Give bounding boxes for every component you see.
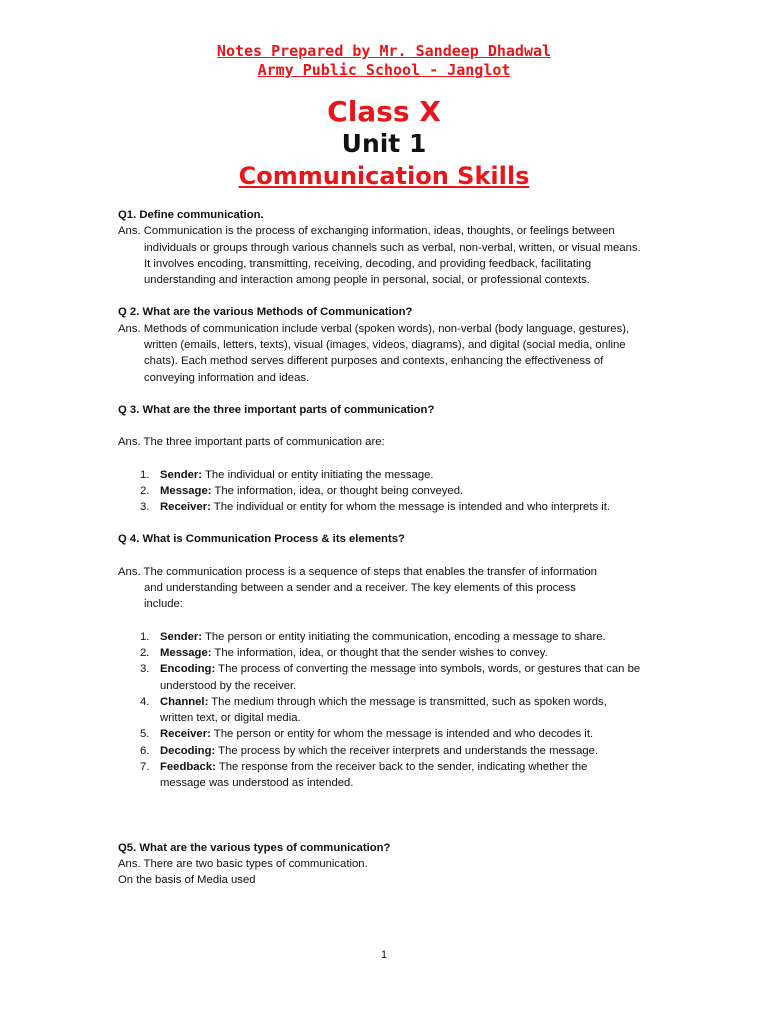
list-item: 3. Receiver: The individual or entity for whom the message is intended and who interprets it.: [140, 501, 611, 514]
answer-5: Ans. There are two basic types of communication.: [118, 857, 368, 870]
answer-1: Ans. Communication is the process of exchanging information, ideas, thoughts, or feelings between individuals or groups through various channels such as verbal, non-verbal, written, or visual means. It involves encoding, transmitting, receiving, decoding, and providing feedback, facilitating understanding and interaction among people in personal, social, or professional contexts.: [118, 225, 641, 287]
notes-content: [118, 207, 650, 889]
list-item: 2. Message: The information, idea, or thought that the sender wishes to convey.: [140, 646, 548, 659]
class-title: Class X: [327, 95, 441, 128]
unit-title: Unit 1: [341, 129, 427, 158]
list-item: 5. Receiver: The person or entity for whom the message is intended and who decodes it.: [140, 728, 594, 741]
answer-3: Ans. The three important parts of communication are:: [118, 436, 385, 449]
question-2: Q 2. What are the various Methods of Communication?: [118, 306, 413, 319]
list-item: 1. Sender: The individual or entity initiating the message.: [140, 468, 434, 481]
answer-2: Ans. Methods of communication include verbal (spoken words), non-verbal (body language, gestures), written (emails, letters, texts), visual (images, videos, diagrams), and digital (social media, online chats). Each method serves different purposes and contexts, enhancing the effectiveness of conveying information and ideas.: [118, 322, 630, 384]
question-1: Q1. Define communication.: [118, 209, 264, 221]
author-note: Notes Prepared by Mr. Sandeep Dhadwal: [216, 42, 552, 60]
list-item: 4. Channel: The medium through which the message is transmitted, such as spoken words, written text, or digital media.: [140, 695, 607, 725]
question-3: Q 3. What are the three important parts of communication?: [118, 403, 435, 416]
list-item: 3. Encoding: The process of converting the message into symbols, words, or gestures that can be understood by the receiver.: [140, 663, 641, 692]
parts-list: [118, 467, 650, 516]
list-item: 1. Sender: The person or entity initiating the communication, encoding a message to share.: [140, 630, 606, 643]
answer-5-subheading: On the basis of Media used: [118, 874, 256, 887]
school-name: Army Public School - Janglot: [257, 61, 511, 79]
list-item: 7. Feedback: The response from the receiver back to the sender, indicating whether the message was understood as intended.: [140, 761, 588, 790]
page-number: 1: [380, 949, 388, 961]
subject-title: Communication Skills: [238, 162, 530, 190]
list-item: 2. Message: The information, idea, or thought being conveyed.: [140, 484, 464, 497]
elements-list: [118, 629, 650, 792]
answer-4: Ans. The communication process is a sequence of steps that enables the transfer of information and understanding between a sender and a receiver. The key elements of this process include:: [118, 565, 597, 611]
question-5: Q5. What are the various types of communication?: [118, 841, 391, 854]
list-item: 6. Decoding: The process by which the receiver interprets and understands the message.: [140, 744, 599, 757]
question-4: Q 4. What is Communication Process & its elements?: [118, 533, 405, 546]
